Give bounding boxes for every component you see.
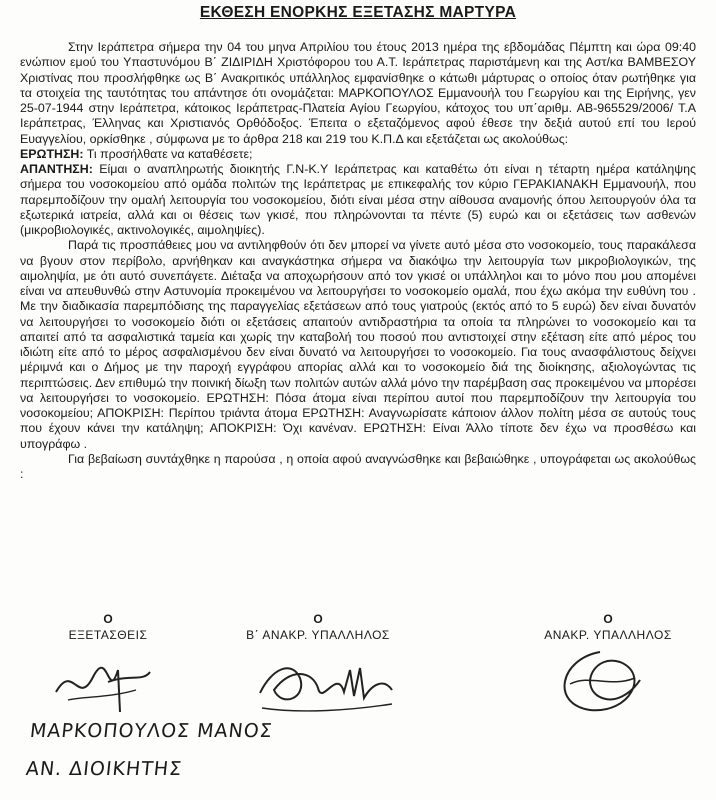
handwritten-name: ΜΑΡΚΟΠΟΥΛΟΣ ΜΑΝΟΣ [28, 720, 274, 742]
signatory-role: ΕΞΕΤΑΣΘΕΙΣ [68, 628, 148, 642]
answer-1-continued: Παρά τις προσπάθειες μου να αντιληφθούν ότι δεν μπορεί να γίνετε αυτό μέσα στο νοσοκομείο, τους παρακάλεσα να βγουν στον περίβολο, αρνήθηκαν και αναγκάστηκα σήμερα να διακόψω την λειτουργία των μικροβιολογικών, της αιμοληψία, με ότι αυτό συνεπάγετε. Διέταξα να αποχωρήσουν από τον γκισέ οι υπάλληλοι και το μόνο που μου απομένει είναι να απευθυνθώ στην Αστυνομία προκειμένου να λειτουργήσει το νοσοκομείο ομαλά, που έχω ακόμα την ευθύνη του . Με την διαδικασία παρεμπόδισης της παραγγελίας εξετάσεων από τους γιατρούς (εκτός από το 5 ευρώ) δεν είναι δυνατόν να λειτουργήσει το νοσοκομείο διότι οι εξετάσεις απαιτούν αντιδραστήρια τα οποία τα πληρώνει το νοσοκομείο και τα απαιτεί από τα ασφαλιστικά ταμεία και χωρίς την καταβολή του ποσού που αντιστοιχεί στην εξέταση είτε από μέρος του ιδιώτη είτε από το μέρος ασφαλισμένου δεν είναι δυνατό να λειτουργήσει το νοσοκομείο. Για τους ανασφάλιστους δείχνει μέριμνά και ο Δήμος με την παροχή εγγράφου απορίας αλλά και το νοσοκομείο διά της διοίκησης, αξιολογώντας τις περιπτώσεις. Δεν επιθυμώ την ποινική δίωξη των πολιτών αυτών αλλά μόνο την παρέμβαση σας προκειμένου να μπορέσει να λειτουργήσει το νοσοκομείο. ΕΡΩΤΗΣΗ: Πόσα άτομα είναι περίπου αυτοί που παρεμποδίζουν την λειτουργία του νοσοκομείου; ΑΠΟΚΡΙΣΗ: Περίπου τριάντα άτομα ΕΡΩΤΗΣΗ: Αναγνωρίσατε κάποιον άλλον πολίτη μέσα σε αυτούς τους που έχουν κάνει την κατάληψη; ΑΠΟΚΡΙΣΗ: Όχι κανέναν. ΕΡΩΤΗΣΗ: Είναι Άλλο τίποτε δεν έχω να προσθέσω και υπογράφω . [20, 238, 696, 451]
document-body [20, 40, 696, 482]
signatory-article: Ο [603, 612, 613, 626]
question-1 [20, 147, 696, 162]
handwritten-title: ΑΝ. ΔΙΟΙΚΗΤΗΣ [24, 758, 184, 780]
answer-1-text: Είμαι ο αναπληρωτής διοικητής Γ.Ν-Κ.Υ Ιεράπετρας και καταθέτω ότι είναι η τέταρτη ημέρα κατάληψης σήμερα του νοσοκομείου από ομάδα πολιτών της Ιεράπετρας με επικεφαλής τον κύριο ΓΕΡΑΚΙΑΝΑΚΗ Εμμανουήλ, που παρεμποδίζουν την ομαλή λειτουργία του νοσοκομείου, διότι είναι μέσα στην αίθουσα αναμονής όπου λειτουργούν όλα τα εξωτερικά ιατρεία, αλλά και οι θέσεις των γκισέ, που πληρώνονται τα πέντε (5) ευρώ και οι εξετάσεις των ασθενών (μικροβιολογικές, ακτινολογικές, αιμοληψίες). [20, 162, 696, 237]
signature-investigator [540, 644, 660, 724]
document-title: ΕΚΘΕΣΗ ΕΝΟΡΚΗΣ ΕΞΕΤΑΣΗΣ ΜΑΡΤΥΡΑ [199, 4, 517, 21]
signatory-investigator [508, 612, 708, 642]
question-1-label: ΕΡΩΤΗΣΗ: [20, 146, 84, 161]
signatory-examined [38, 612, 178, 642]
signatory-article: Ο [103, 612, 113, 626]
answer-1 [20, 162, 696, 238]
answer-1-label: ΑΠΑΝΤΗΣΗ: [20, 162, 93, 176]
question-1-text: Τι προσήλθατε να καταθέσετε; [83, 146, 253, 161]
signature-b-investigator [252, 648, 402, 720]
signatory-b-investigator [218, 612, 418, 642]
signatory-role: ΑΝΑΚΡ. ΥΠΑΛΛΗΛΟΣ [544, 628, 672, 642]
signature-row [0, 600, 716, 730]
signatory-role: Β΄ ΑΝΑΚΡ. ΥΠΑΛΛΗΛΟΣ [246, 628, 390, 642]
signatory-article: Ο [313, 612, 323, 626]
closing-paragraph: Για βεβαίωση συντάχθηκε η παρούσα , η οποία αφού αναγνώσθηκε και βεβαιώθηκε , υπογράφεται ως ακολούθως : [20, 451, 696, 481]
intro-paragraph: Στην Ιεράπετρα σήμερα την 04 του μηνα Απριλίου του έτους 2013 ημέρα της εβδομάδας Πέμπτη και ώρα 09:40 ενώπιον εμού του Υπαστυνόμου Β΄ ΖΙΔΙΡΙΔΗ Χριστόφορου του Α.Τ. Ιεράπετρας παριστάμενη και της Αστ/κα ΒΑΜΒΕΣΟΥ Χριστίνας που προσλήφθηκε ως Β΄ Ανακριτικός υπάλληλος εμφανίσθηκε ο κάτωθι μάρτυρας ο οποίος όταν ρωτήθηκε για τα στοιχεία της ταυτότητας του απάντησε ότι ονομάζεται: ΜΑΡΚΟΠΟΥΛΟΣ Εμμανουήλ του Γεωργίου και της Ειρήνης, γεν 25-07-1944 στην Ιεράπετρα, κάτοικος Ιεράπετρας-Πλατεία Αγίου Γεωργίου, κάτοχος του υπ΄αριθμ. ΑΒ-965529/2006/ Τ.Α Ιεράπετρας, Έλληνας και Χριστιανός Ορθόδοξος. Έπειτα ο εξεταζόμενος αφού έθεσε την δεξιά αυτού επί του Ιερού Ευαγγελίου, ορκίσθηκε , σύμφωνα με το άρθρα 218 και 219 του Κ.Π.Δ και εξετάζεται ως ακολούθως: [20, 40, 696, 146]
handwritten-signer-name [24, 712, 275, 788]
